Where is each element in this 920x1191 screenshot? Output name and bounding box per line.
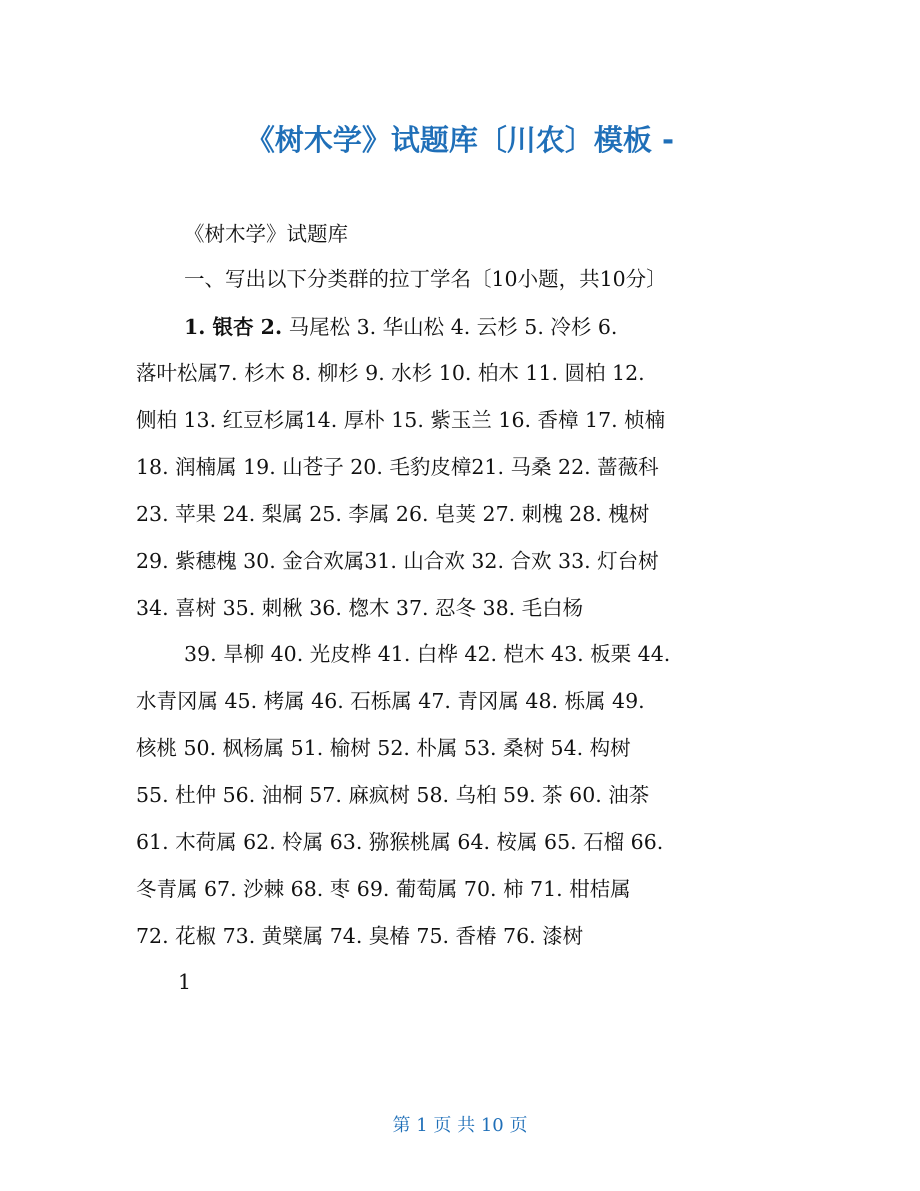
page-footer: 第 1 页 共 10 页 [392, 1115, 528, 1136]
question-line: 23. 苹果 24. 梨属 25. 李属 26. 皂荚 27. 刺槐 28. 槐树 [136, 502, 650, 526]
question-line: 34. 喜树 35. 刺楸 36. 楤木 37. 忍冬 38. 毛白杨 [136, 596, 584, 620]
question-line: 落叶松属7. 杉木 8. 柳杉 9. 水杉 10. 柏木 11. 圆柏 12. [136, 361, 645, 385]
question-line-1 [184, 312, 617, 342]
question-line: 侧柏 13. 红豆杉属14. 厚朴 15. 紫玉兰 16. 香樟 17. 桢楠 [136, 408, 666, 432]
body-page-number: 1 [178, 970, 192, 994]
question-line: 核桃 50. 枫杨属 51. 榆树 52. 朴属 53. 桑树 54. 构树 [136, 736, 631, 760]
question-line: 61. 木荷属 62. 柃属 63. 猕猴桃属 64. 桉属 65. 石榴 66. [136, 830, 664, 854]
question-line-1-bold: 1. 银杏 2. [184, 315, 283, 339]
question-line-1-rest: 马尾松 3. 华山松 4. 云杉 5. 冷杉 6. [282, 315, 618, 339]
document-title: 《树木学》试题库〔川农〕模板 - [245, 123, 675, 157]
question-line-39: 39. 旱柳 40. 光皮桦 41. 白桦 42. 桤木 43. 板栗 44. [184, 642, 671, 666]
document-subtitle: 《树木学》试题库 [184, 222, 348, 246]
question-line: 冬青属 67. 沙棘 68. 枣 69. 葡萄属 70. 柿 71. 柑桔属 [136, 877, 631, 901]
question-line: 55. 杜仲 56. 油桐 57. 麻疯树 58. 乌桕 59. 茶 60. 油茶 [136, 783, 650, 807]
question-line: 水青冈属 45. 栲属 46. 石栎属 47. 青冈属 48. 栎属 49. [136, 689, 645, 713]
section-heading: 一、写出以下分类群的拉丁学名〔10小题，共10分〕 [184, 267, 667, 291]
question-line: 72. 花椒 73. 黄檗属 74. 臭椿 75. 香椿 76. 漆树 [136, 924, 584, 948]
question-line: 18. 润楠属 19. 山苍子 20. 毛豹皮樟21. 马桑 22. 蔷薇科 [136, 455, 659, 479]
question-line: 29. 紫穗槐 30. 金合欢属31. 山合欢 32. 合欢 33. 灯台树 [136, 549, 659, 573]
